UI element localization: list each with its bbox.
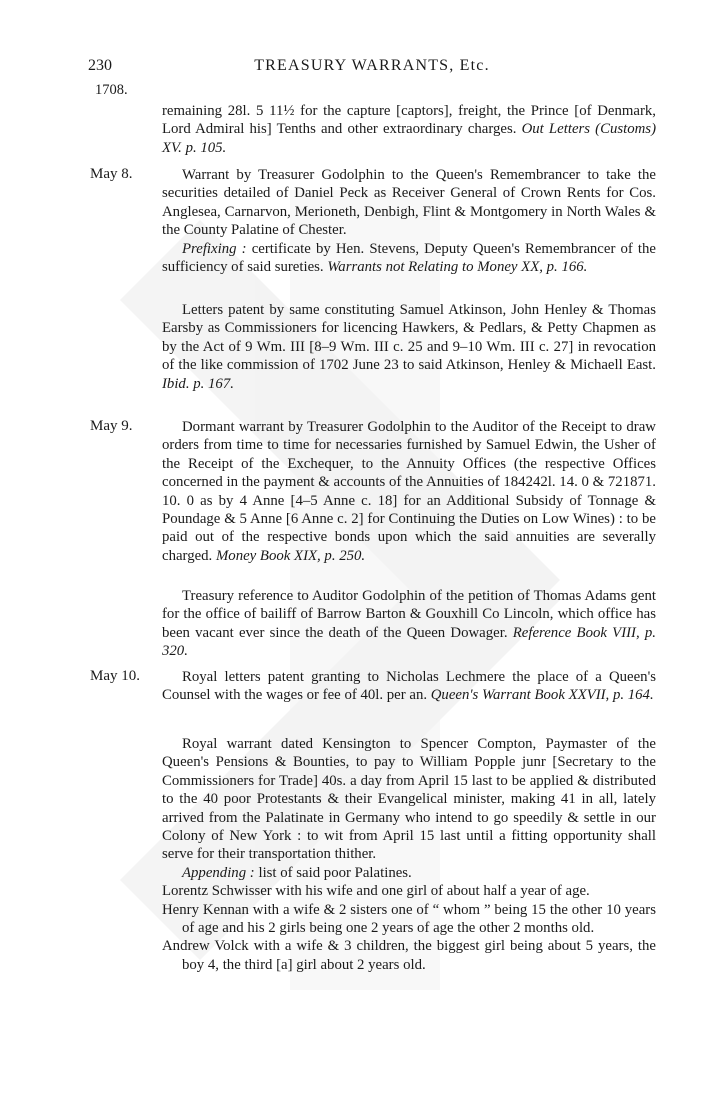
- paragraph-text: certificate by Hen. Stevens, Deputy Queen's Remembrancer of the sufficiency of said sureties.: [162, 240, 657, 276]
- paragraph: [162, 301, 656, 393]
- paragraph: [162, 668, 656, 705]
- paragraph: [162, 418, 656, 565]
- paragraph-reference: Queen's Warrant Book XXVII, p. 164.: [430, 687, 654, 704]
- paragraph: [162, 166, 656, 240]
- paragraph-text: Royal letters patent granting to Nicholas Lechmere the place of a Queen's Counsel with the wages or fee of 40l. per an.: [162, 669, 656, 704]
- paragraph-text: Treasury reference to Auditor Godolphin of the petition of Thomas Adams gent for the office of bailiff of Barrow Barton & Gouxhill Co Lincoln, which office has been vacant ever since the death of the Queen Dowager.: [162, 588, 656, 641]
- entry-date: May 9.: [90, 418, 133, 434]
- page-number: 230: [88, 57, 112, 74]
- palatines-list: [162, 882, 656, 974]
- paragraph: [162, 587, 656, 661]
- paragraph-text: remaining 28l. 5 11½ for the capture [captors], freight, the Prince [of Denmark, Lord Admiral his] Tenths and other extraordinary charges.: [162, 103, 656, 138]
- paragraph-text: Letters patent by same constituting Samuel Atkinson, John Henley & Thomas Earsby as Commissioners for licencing Hawkers, & Pedlars, & Petty Chapmen as by the Act of 9 Wm. III [8–9 Wm. III c. 25 and 9–10 Wm. III c. 27] in revocation of the like commission of 1702 June 23 to said Atkinson, Henley & Michaell East.: [162, 302, 656, 374]
- list-item: Andrew Volck with a wife & 3 children, the biggest girl being about 5 years, the boy 4, the third [a] girl about 2 years old.: [162, 938, 656, 973]
- paragraph: [162, 735, 656, 864]
- list-item: Henry Kennan with a wife & 2 sisters one of “ whom ” being 15 the other 10 years of age and his 2 girls being one 2 years of age the other 2 months old.: [162, 901, 656, 937]
- paragraph-reference: Warrants not Relating to Money XX, p. 166.: [327, 259, 588, 276]
- paragraph: [162, 102, 656, 157]
- paragraph-lead: Appending :: [182, 864, 255, 881]
- entry-date: May 10.: [90, 668, 140, 684]
- paragraph-reference: Money Book XIX, p. 250.: [215, 547, 366, 564]
- paragraph-reference: Out Letters (Customs) XV. p. 105.: [162, 121, 656, 156]
- paragraph: [162, 864, 656, 882]
- paragraph-reference: Ibid. p. 167.: [162, 375, 234, 392]
- page-header: [88, 57, 656, 83]
- year-marker: 1708.: [95, 82, 128, 98]
- list-item: Lorentz Schwisser with his wife and one girl of about half a year of age.: [162, 883, 590, 900]
- paragraph: [162, 240, 656, 277]
- paragraph-text: list of said poor Palatines.: [258, 864, 412, 881]
- paragraph-reference: Reference Book VIII, p. 320.: [162, 624, 656, 660]
- running-title: TREASURY WARRANTS, Etc.: [254, 57, 490, 74]
- paragraph-lead: Prefixing :: [182, 240, 247, 257]
- entry-date: May 8.: [90, 166, 133, 182]
- paragraph-text: Warrant by Treasurer Godolphin to the Queen's Remembrancer to take the securities detailed of Daniel Peck as Receiver General of Crown Rents for Cos. Anglesea, Carnarvon, Merioneth, Denbigh, Flint & Montgomery in North Wales & the County Palatine of Chester.: [162, 167, 656, 239]
- paragraph-text: Dormant warrant by Treasurer Godolphin to the Auditor of the Receipt to draw orders from time to time for necessaries furnished by Samuel Edwin, the Usher of the Receipt of the Exchequer, to the Annuity Offices (the respective Offices concerned in the payment & accounts of the Annuities of 184242l. 14. 0 & 721871. 10. 0 as by 4 Anne [4–5 Anne c. 18] for an Additional Subsidy of Tonnage & Poundage & 5 Anne [6 Anne c. 2] for Continuing the Duties on Low Wines) : to be paid out of the respective bonds upon which the said annuities are severally charged.: [162, 419, 656, 564]
- paragraph-text: Royal warrant dated Kensington to Spencer Compton, Paymaster of the Queen's Pensions & Bounties, to pay to William Popple junr [Secretary to the Commissioners for Trade] 40s. a day from April 15 last to be applied & distributed to the 40 poor Protestants & their Evangelical minister, making 41 in all, lately arrived from the Palatinate in Germany who intend to go speedily & settle in our Colony of New York : to wit from April 15 last until a fitting opportunity shall serve for their transportation thither.: [162, 736, 656, 863]
